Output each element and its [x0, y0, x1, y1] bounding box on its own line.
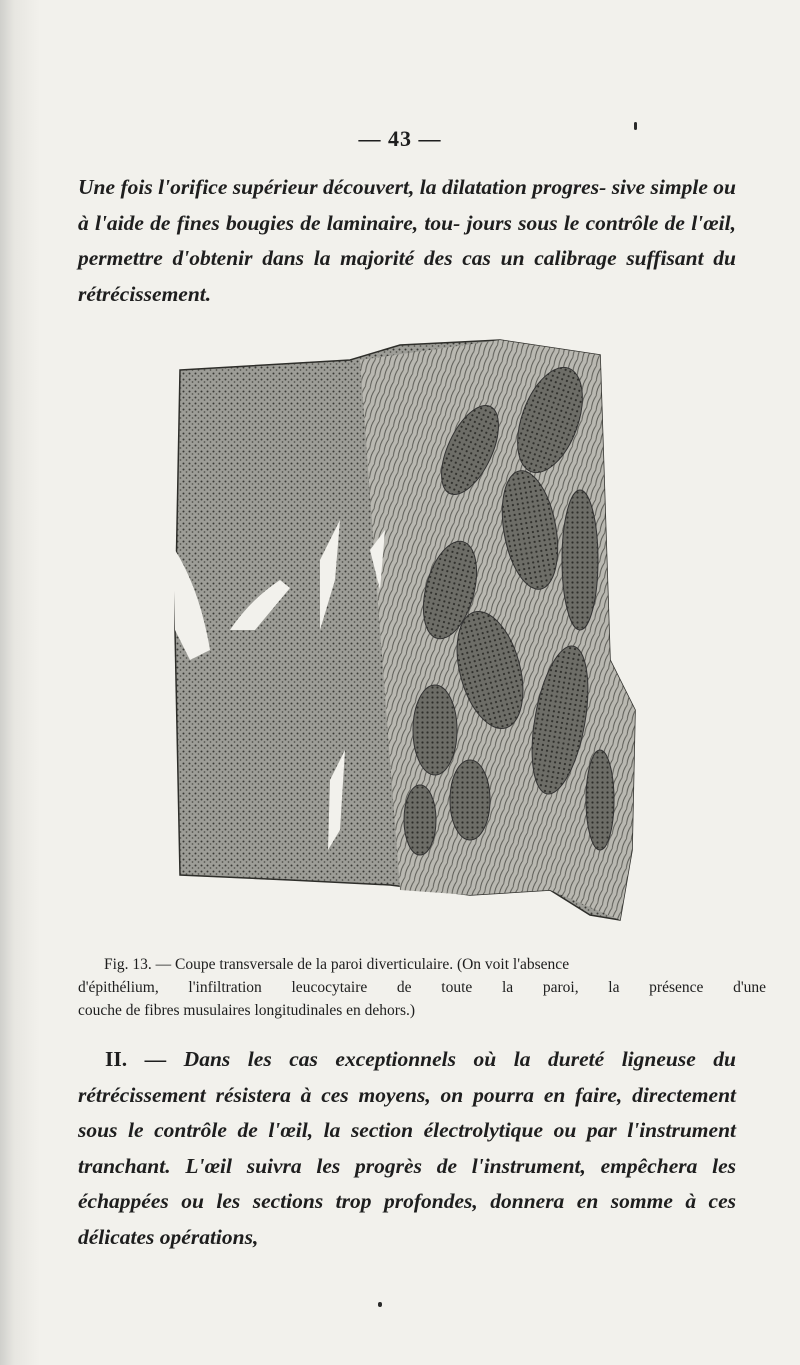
- text-line: ou par l'instrument tranchant. L'œil suivra les progrès de: [78, 1118, 736, 1178]
- caption-line: Fig. 13. — Coupe transversale de la paroi diverticulaire. (On voit l'absence: [104, 956, 570, 973]
- text-line: profondes, donnera en somme à ces délicates opérations,: [78, 1189, 736, 1249]
- bottom-paragraph: [78, 1042, 736, 1255]
- page-number: — 43 —: [358, 126, 442, 151]
- text-line: rétrécissement résistera à ces moyens, on pourra en faire,: [78, 1082, 623, 1107]
- text-line: majorité des cas un calibrage suffisant du rétrécissement.: [78, 246, 736, 306]
- figure-caption: [78, 953, 766, 1022]
- caption-line: d'épithélium, l'infiltration leucocytaire de toute la paroi, la présence d'une: [78, 979, 766, 996]
- text-line: Une fois l'orifice supérieur découvert, la dilatation progres-: [78, 175, 607, 199]
- text-line: l'instrument, empêchera les échappées ou les sections trop: [78, 1153, 736, 1213]
- text-line: directement sous le contrôle de l'œil, la section électrolytique: [78, 1082, 736, 1142]
- top-paragraph: [78, 170, 736, 312]
- caption-line: couche de fibres musulaires longitudinales en dehors.): [78, 1002, 416, 1019]
- text-line: sive simple ou à l'aide de fines bougies de laminaire, tou-: [78, 175, 736, 235]
- text-line: jours sous le contrôle de l'œil, permettre d'obtenir dans la: [78, 210, 736, 270]
- section-number: II. —: [105, 1047, 167, 1071]
- ink-speck: [378, 1302, 382, 1307]
- text-line: Dans les cas exceptionnels où la dureté ligneuse du: [166, 1047, 736, 1071]
- histology-figure: [170, 330, 640, 930]
- ink-speck: [634, 122, 637, 130]
